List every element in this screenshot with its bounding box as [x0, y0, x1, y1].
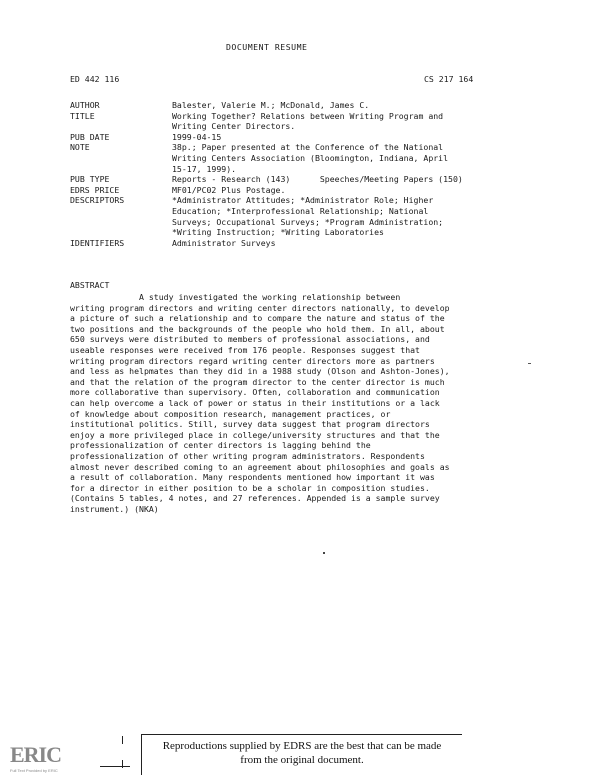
metadata-value [172, 142, 540, 174]
abstract-line: and that the relation of the program director to the center director is much [70, 376, 445, 387]
metadata-value-line: Reports - Research (143) Speeches/Meeting Papers (150) [172, 174, 463, 185]
abstract-label: ABSTRACT [70, 280, 110, 290]
metadata-row [70, 142, 540, 174]
metadata-value-line: Surveys; Occupational Surveys; *Program Administration; [172, 216, 444, 227]
footer-line-1: Reproductions supplied by EDRS are the best that can be made [162, 740, 442, 752]
abstract-line: a picture of such a relationship and to compare the nature and status of the [70, 313, 445, 324]
metadata-label: EDRS PRICE [70, 184, 120, 195]
metadata-row [70, 100, 540, 111]
footer-box [141, 734, 462, 775]
metadata-row [70, 174, 540, 185]
abstract-line: almost never described coming to an agreement about philosophies and goals as [70, 461, 450, 472]
metadata-label: AUTHOR [70, 100, 100, 110]
footer-line-2: from the original document. [240, 754, 364, 766]
abstract-line: two positions and the backgrounds of the people who hold them. In all, about [70, 323, 445, 334]
metadata-value [172, 100, 540, 111]
abstract-line: more collaborative than supervisory. Often, collaboration and communication [70, 387, 440, 398]
ed-number: ED 442 116 [70, 74, 120, 84]
abstract-text [70, 292, 540, 514]
metadata-value-line: Balester, Valerie M.; McDonald, James C. [172, 100, 370, 110]
metadata-value [172, 132, 540, 143]
abstract-line: useable responses were received from 176 people. Responses suggest that [70, 344, 420, 355]
metadata-value-line: *Administrator Attitudes; *Administrator Role; Higher [172, 195, 434, 206]
metadata-value [172, 185, 540, 196]
abstract-line: writing program directors regard writing center directors more as partners [70, 355, 435, 366]
metadata-label: NOTE [70, 142, 90, 153]
eric-logo-word: ERIC [10, 742, 62, 767]
abstract-line: a result of collaboration. Many respondents mentioned how important it was [70, 472, 435, 483]
metadata-value-line: 38p.; Paper presented at the Conference of the National [172, 142, 444, 153]
margin-mark [122, 736, 123, 744]
abstract-line: professionalization of center directors is lagging behind the [70, 440, 371, 451]
metadata-row [70, 111, 540, 132]
metadata-value [172, 238, 540, 249]
footer-notice [142, 739, 462, 767]
metadata-label: TITLE [70, 110, 95, 121]
metadata-value [172, 111, 540, 132]
abstract-line: writing program directors and writing center directors nationally, to develop [70, 302, 450, 313]
eric-logo-subtitle: Full Text Provided by ERIC [10, 768, 58, 773]
abstract-line: 650 surveys were distributed to members of professional associations, and [70, 334, 430, 345]
abstract-line: for a director in either position to be a scholar in composition studies. [70, 482, 430, 493]
abstract-line: of knowledge about composition research, management practices, or [70, 408, 391, 419]
scan-mark [528, 363, 531, 364]
abstract-line: institutional politics. Still, survey data suggest that program directors [70, 419, 430, 430]
abstract-line: and less as helpmates than they did in a 1988 study (Olson and Ashton-Jones), [70, 366, 450, 377]
cs-number: CS 217 164 [424, 74, 474, 84]
abstract-line: (Contains 5 tables, 4 notes, and 27 references. Appended is a sample survey [70, 493, 440, 504]
abstract-line: can help overcome a lack of power or status in their institutions or a lack [70, 397, 440, 408]
abstract-line: professionalization of other writing program administrators. Respondents [70, 450, 425, 461]
metadata-value-line: Writing Center Directors. [172, 121, 296, 132]
metadata-label: DESCRIPTORS [70, 195, 125, 206]
metadata-label: PUB DATE [70, 131, 110, 142]
metadata-value-line: 1999-04-15 [172, 131, 222, 142]
metadata-value-line: Writing Centers Association (Bloomington, Indiana, April [172, 152, 449, 163]
baseline-rule [100, 766, 130, 767]
metadata-value-line: 15-17, 1999). [172, 163, 237, 174]
metadata-block [70, 100, 540, 248]
metadata-value-line: Working Together? Relations between Writing Program and [172, 110, 444, 121]
document-title: DOCUMENT RESUME [226, 42, 308, 52]
metadata-row [70, 185, 540, 196]
metadata-label: PUB TYPE [70, 174, 110, 185]
metadata-value-line: Administrator Surveys [172, 237, 276, 248]
eric-logo [10, 742, 60, 778]
metadata-label: IDENTIFIERS [70, 237, 125, 248]
metadata-row [70, 132, 540, 143]
scan-dot [323, 552, 325, 554]
metadata-value-line: MF01/PC02 Plus Postage. [172, 184, 286, 195]
metadata-row [70, 238, 540, 249]
metadata-value [172, 195, 540, 237]
metadata-row [70, 195, 540, 237]
abstract-line: instrument.) (NKA) [70, 503, 159, 514]
metadata-value-line: Education; *Interprofessional Relationship; National [172, 205, 429, 216]
metadata-value [172, 174, 540, 185]
abstract-line: enjoy a more privileged place in college/university structures and that the [70, 429, 440, 440]
metadata-value-line: *Writing Instruction; *Writing Laboratories [172, 227, 384, 238]
abstract-line: A study investigated the working relationship between [70, 292, 401, 302]
